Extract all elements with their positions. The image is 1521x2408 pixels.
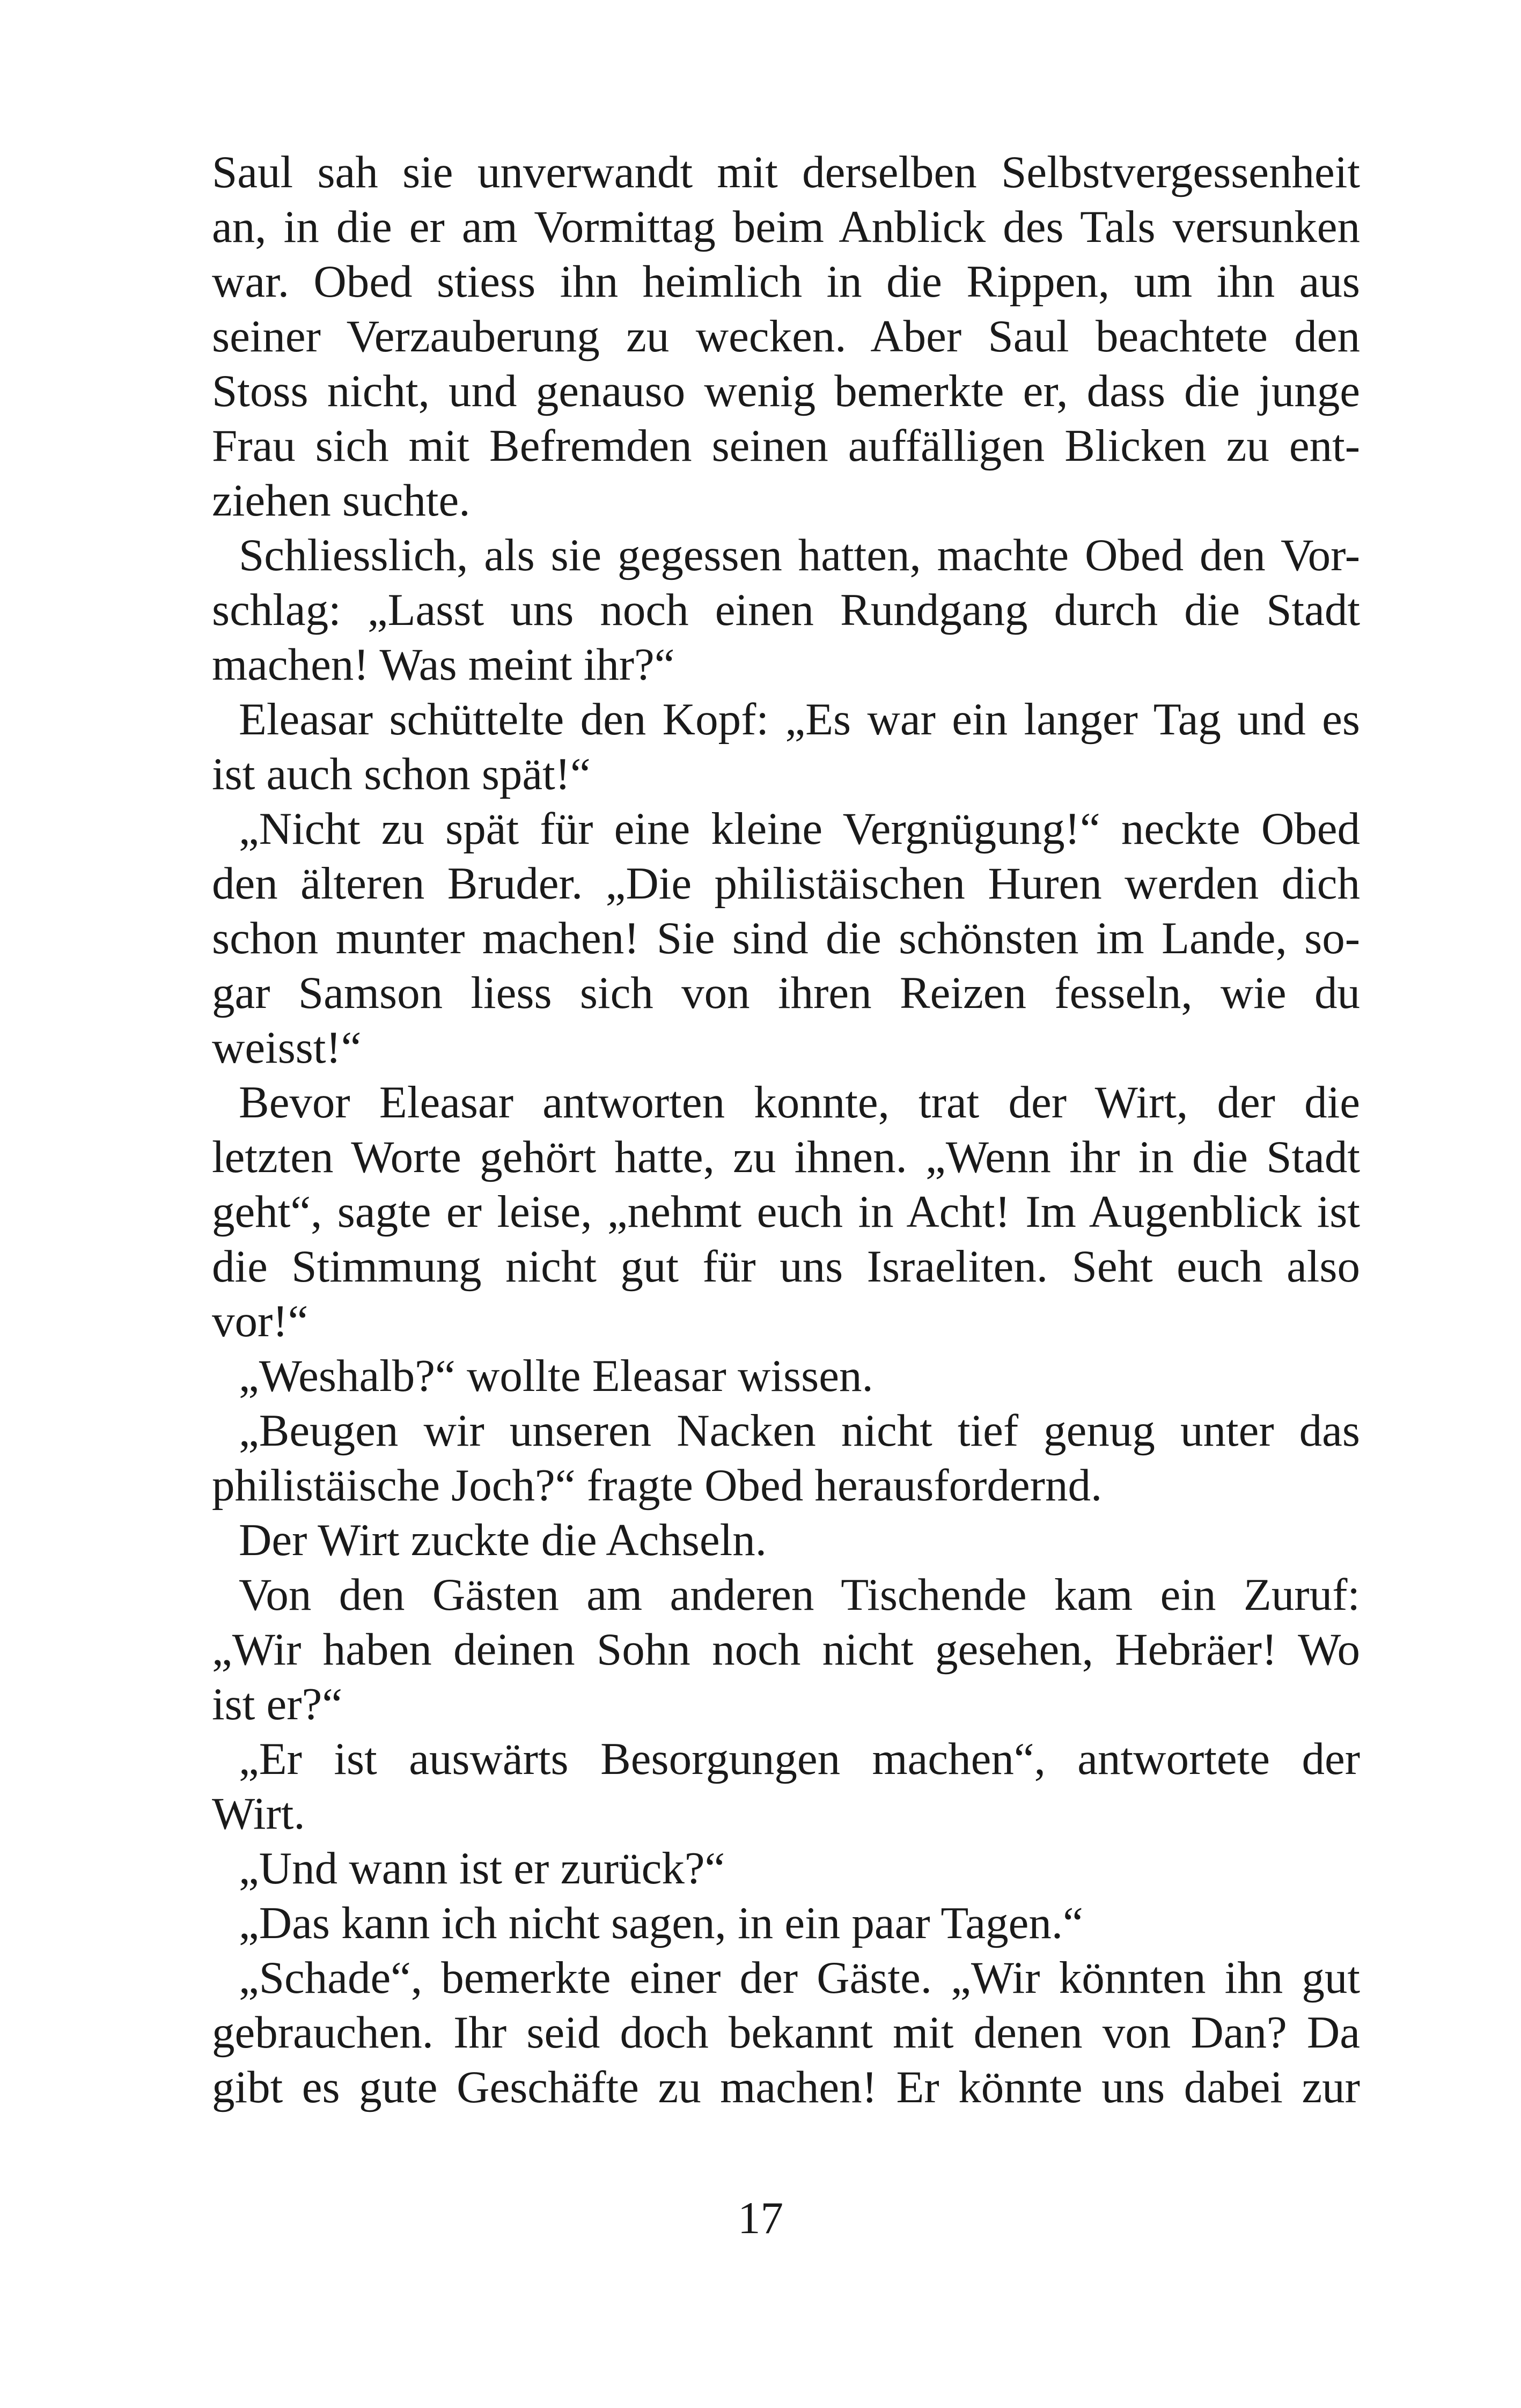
text-line: Stoss nicht, und genauso wenig bemerkte er, dass die junge [212, 366, 1360, 416]
paragraph-start-line: Schliesslich, als sie gegessen hatten, machte Obed den Vor- [239, 530, 1360, 580]
text-line: vor!“ [212, 1296, 308, 1346]
paragraph-start-line: Von den Gästen am anderen Tischende kam ein Zuruf: [239, 1570, 1360, 1620]
paragraph-start-line: Eleasar schüttelte den Kopf: „Es war ein langer Tag und es [239, 694, 1360, 745]
body-text [212, 145, 1360, 2115]
text-line: letzten Worte gehört hatte, zu ihnen. „Wenn ihr in die Stadt [212, 1132, 1360, 1182]
text-line: die Stimmung nicht gut für uns Israeliten. Seht euch also [212, 1241, 1360, 1292]
text-line: schlag: „Lasst uns noch einen Rundgang durch die Stadt [212, 585, 1360, 635]
text-line: ist auch schon spät!“ [212, 749, 591, 799]
text-line: den älteren Bruder. „Die philistäischen Huren werden dich [212, 858, 1360, 909]
text-line: „Wir haben deinen Sohn noch nicht gesehen, Hebräer! Wo [212, 1624, 1360, 1675]
paragraph-start-line: „Weshalb?“ wollte Eleasar wissen. [239, 1351, 873, 1401]
text-line: schon munter machen! Sie sind die schönsten im Lande, so- [212, 913, 1360, 963]
text-line: an, in die er am Vormittag beim Anblick des Tals versunken [212, 202, 1360, 252]
text-line: ziehen suchte. [212, 475, 471, 526]
text-line: geht“, sagte er leise, „nehmt euch in Acht! Im Augenblick ist [212, 1187, 1360, 1237]
paragraph-start-line: Der Wirt zuckte die Achseln. [239, 1515, 767, 1565]
text-line: gar Samson liess sich von ihren Reizen fesseln, wie du [212, 968, 1360, 1018]
text-line: ist er?“ [212, 1679, 343, 1729]
paragraph-start-line: „Das kann ich nicht sagen, in ein paar Tagen.“ [239, 1898, 1083, 1948]
text-line: Frau sich mit Befremden seinen auffälligen Blicken zu ent- [212, 421, 1360, 471]
text-line: weisst!“ [212, 1022, 362, 1073]
text-line: Saul sah sie unverwandt mit derselben Selbstvergessenheit [212, 147, 1360, 197]
paragraph-start-line: Bevor Eleasar antworten konnte, trat der Wirt, der die [239, 1077, 1360, 1128]
paragraph-start-line: „Er ist auswärts Besorgungen machen“, antwortete der [239, 1734, 1360, 1784]
page-number: 17 [738, 2193, 783, 2243]
paragraph-start-line: „Beugen wir unseren Nacken nicht tief genug unter das [239, 1405, 1360, 1456]
text-line: philistäische Joch?“ fragte Obed herausfordernd. [212, 1460, 1103, 1511]
text-line: machen! Was meint ihr?“ [212, 639, 675, 690]
text-line: gebrauchen. Ihr seid doch bekannt mit denen von Dan? Da [212, 2007, 1360, 2058]
text-line: Wirt. [212, 1788, 305, 1839]
paragraph-start-line: „Schade“, bemerkte einer der Gäste. „Wir könnten ihn gut [239, 1953, 1360, 2003]
text-line: seiner Verzauberung zu wecken. Aber Saul beachtete den [212, 311, 1360, 362]
paragraph-start-line: „Nicht zu spät für eine kleine Vergnügung!“ neckte Obed [239, 804, 1360, 854]
text-line: gibt es gute Geschäfte zu machen! Er könnte uns dabei zur [212, 2062, 1360, 2112]
text-line: war. Obed stiess ihn heimlich in die Rippen, um ihn aus [212, 256, 1360, 307]
paragraph-start-line: „Und wann ist er zurück?“ [239, 1843, 725, 1894]
